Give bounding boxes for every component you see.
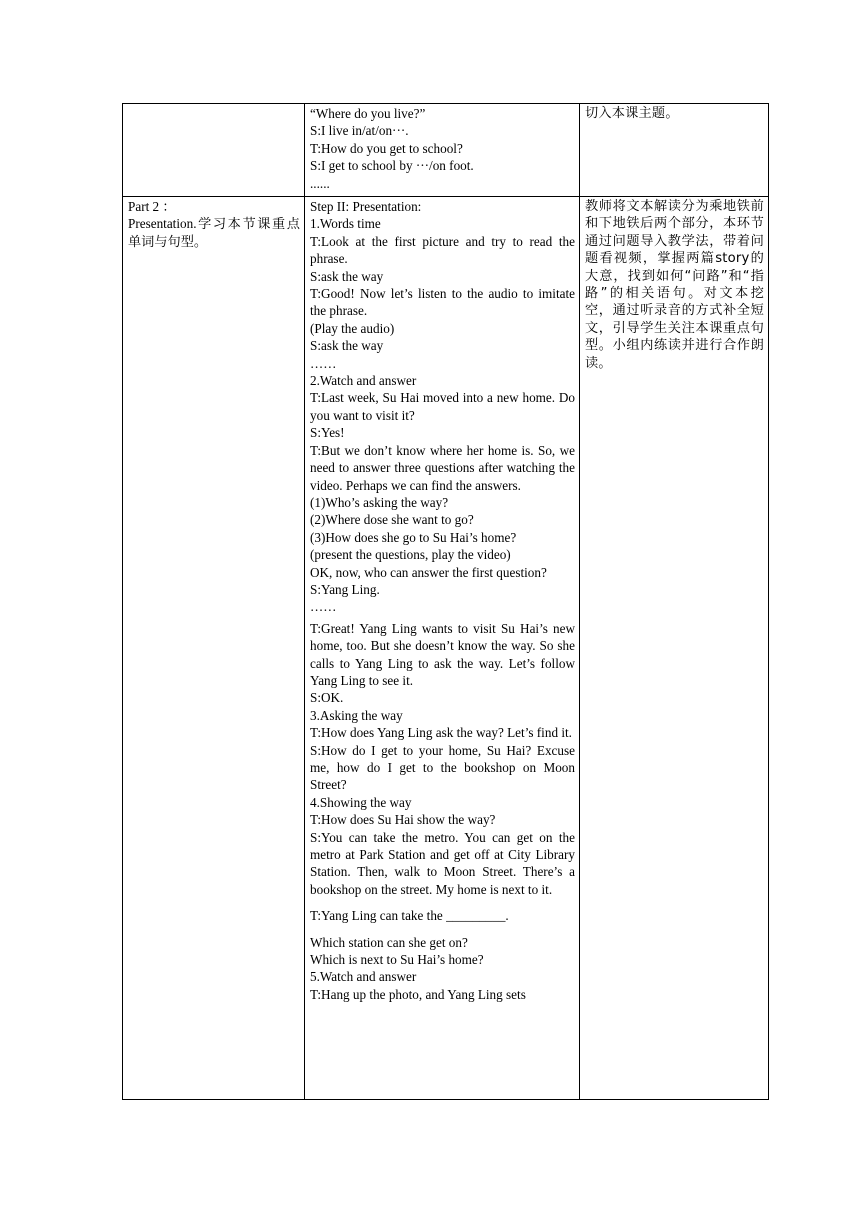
dialogue-line: T:Hang up the photo, and Yang Ling sets: [310, 986, 526, 1002]
dialogue-line: Which station can she get on?: [310, 934, 468, 950]
dialogue-line: S:I get to school by ···/on foot.: [310, 158, 474, 174]
dialogue-line: T:How do you get to school?: [310, 140, 463, 156]
dialogue-line: S:Yes!: [310, 425, 345, 441]
stage-description: Presentation.学习本节课重点单词与句型。: [128, 216, 300, 249]
section-heading: 2.Watch and answer: [310, 373, 417, 389]
ellipsis-line: ……: [310, 599, 337, 615]
dialogue-line: S:ask the way: [310, 338, 384, 354]
section-heading: 1.Words time: [310, 216, 381, 232]
ellipsis-line: ……: [310, 355, 337, 371]
dialogue-line: ......: [310, 175, 330, 191]
dialogue-line: T:How does Yang Ling ask the way? Let’s find it.: [310, 725, 572, 741]
dialogue-line: (present the questions, play the video): [310, 547, 511, 563]
table-row: [123, 104, 769, 197]
dialogue-line: T:Yang Ling can take the _________.: [310, 908, 509, 924]
dialogue-line: T:Look at the first picture and try to read the phrase.: [310, 233, 575, 267]
activity-cell: [305, 104, 580, 197]
step-title: Step II: Presentation:: [310, 199, 422, 214]
section-heading: 3.Asking the way: [310, 707, 403, 723]
dialogue-line: T:Great! Yang Ling wants to visit Su Hai’s new home, too. But she doesn’t know the way. So she calls to Yang Ling to ask the way. Let’s follow Yang Ling to see it.: [310, 620, 575, 688]
stage-cell: [123, 104, 305, 197]
section-heading: 4.Showing the way: [310, 794, 412, 810]
activity-cell: [305, 197, 580, 1100]
stage-cell: [123, 197, 305, 1100]
purpose-cell: 教师将文本解读分为乘地铁前和下地铁后两个部分，本环节通过问题导入教学法，带着问题看视频，掌握两篇story的大意，找到如何“问路”和“指路”的相关语句。对文本挖空，通过听录音的方式补全短文，引导学生关注本课重点句型。小组内练读并进行合作朗读。: [580, 197, 769, 1100]
dialogue-line: T:Last week, Su Hai moved into a new home. Do you want to visit it?: [310, 390, 575, 423]
dialogue-line: T:But we don’t know where her home is. So, we need to answer three questions after watching the video. Perhaps we can find the answers.: [310, 442, 575, 493]
section-heading: 5.Watch and answer: [310, 969, 417, 985]
question-line: (3)How does she go to Su Hai’s home?: [310, 529, 517, 545]
table-row: [123, 197, 769, 1100]
dialogue-line: S:Yang Ling.: [310, 581, 380, 597]
dialogue-line: T:How does Su Hai show the way?: [310, 812, 496, 828]
lesson-plan-table: [122, 103, 769, 1100]
dialogue-line: (Play the audio): [310, 320, 395, 336]
dialogue-line: OK, now, who can answer the first question?: [310, 564, 547, 580]
dialogue-line: Which is next to Su Hai’s home?: [310, 952, 484, 968]
question-line: (1)Who’s asking the way?: [310, 494, 449, 510]
dialogue-line: S:I live in/at/on···.: [310, 123, 409, 139]
dialogue-line: S:You can take the metro. You can get on the metro at Park Station and get off at City Library Station. Then, walk to Moon Street. There’s a bookshop on the street. My home is next to it.: [310, 829, 575, 897]
dialogue-line: T:Good! Now let’s listen to the audio to imitate the phrase.: [310, 286, 575, 319]
dialogue-line: S:OK.: [310, 690, 344, 706]
dialogue-line: S:ask the way: [310, 268, 384, 284]
dialogue-line: S:How do I get to your home, Su Hai? Excuse me, how do I get to the bookshop on Moon Street?: [310, 742, 575, 793]
question-line: (2)Where dose she want to go?: [310, 512, 474, 528]
stage-title: Part 2 ：: [128, 199, 176, 214]
dialogue-line: “Where do you live?”: [310, 106, 426, 121]
purpose-cell: 切入本课主题。: [580, 104, 769, 197]
